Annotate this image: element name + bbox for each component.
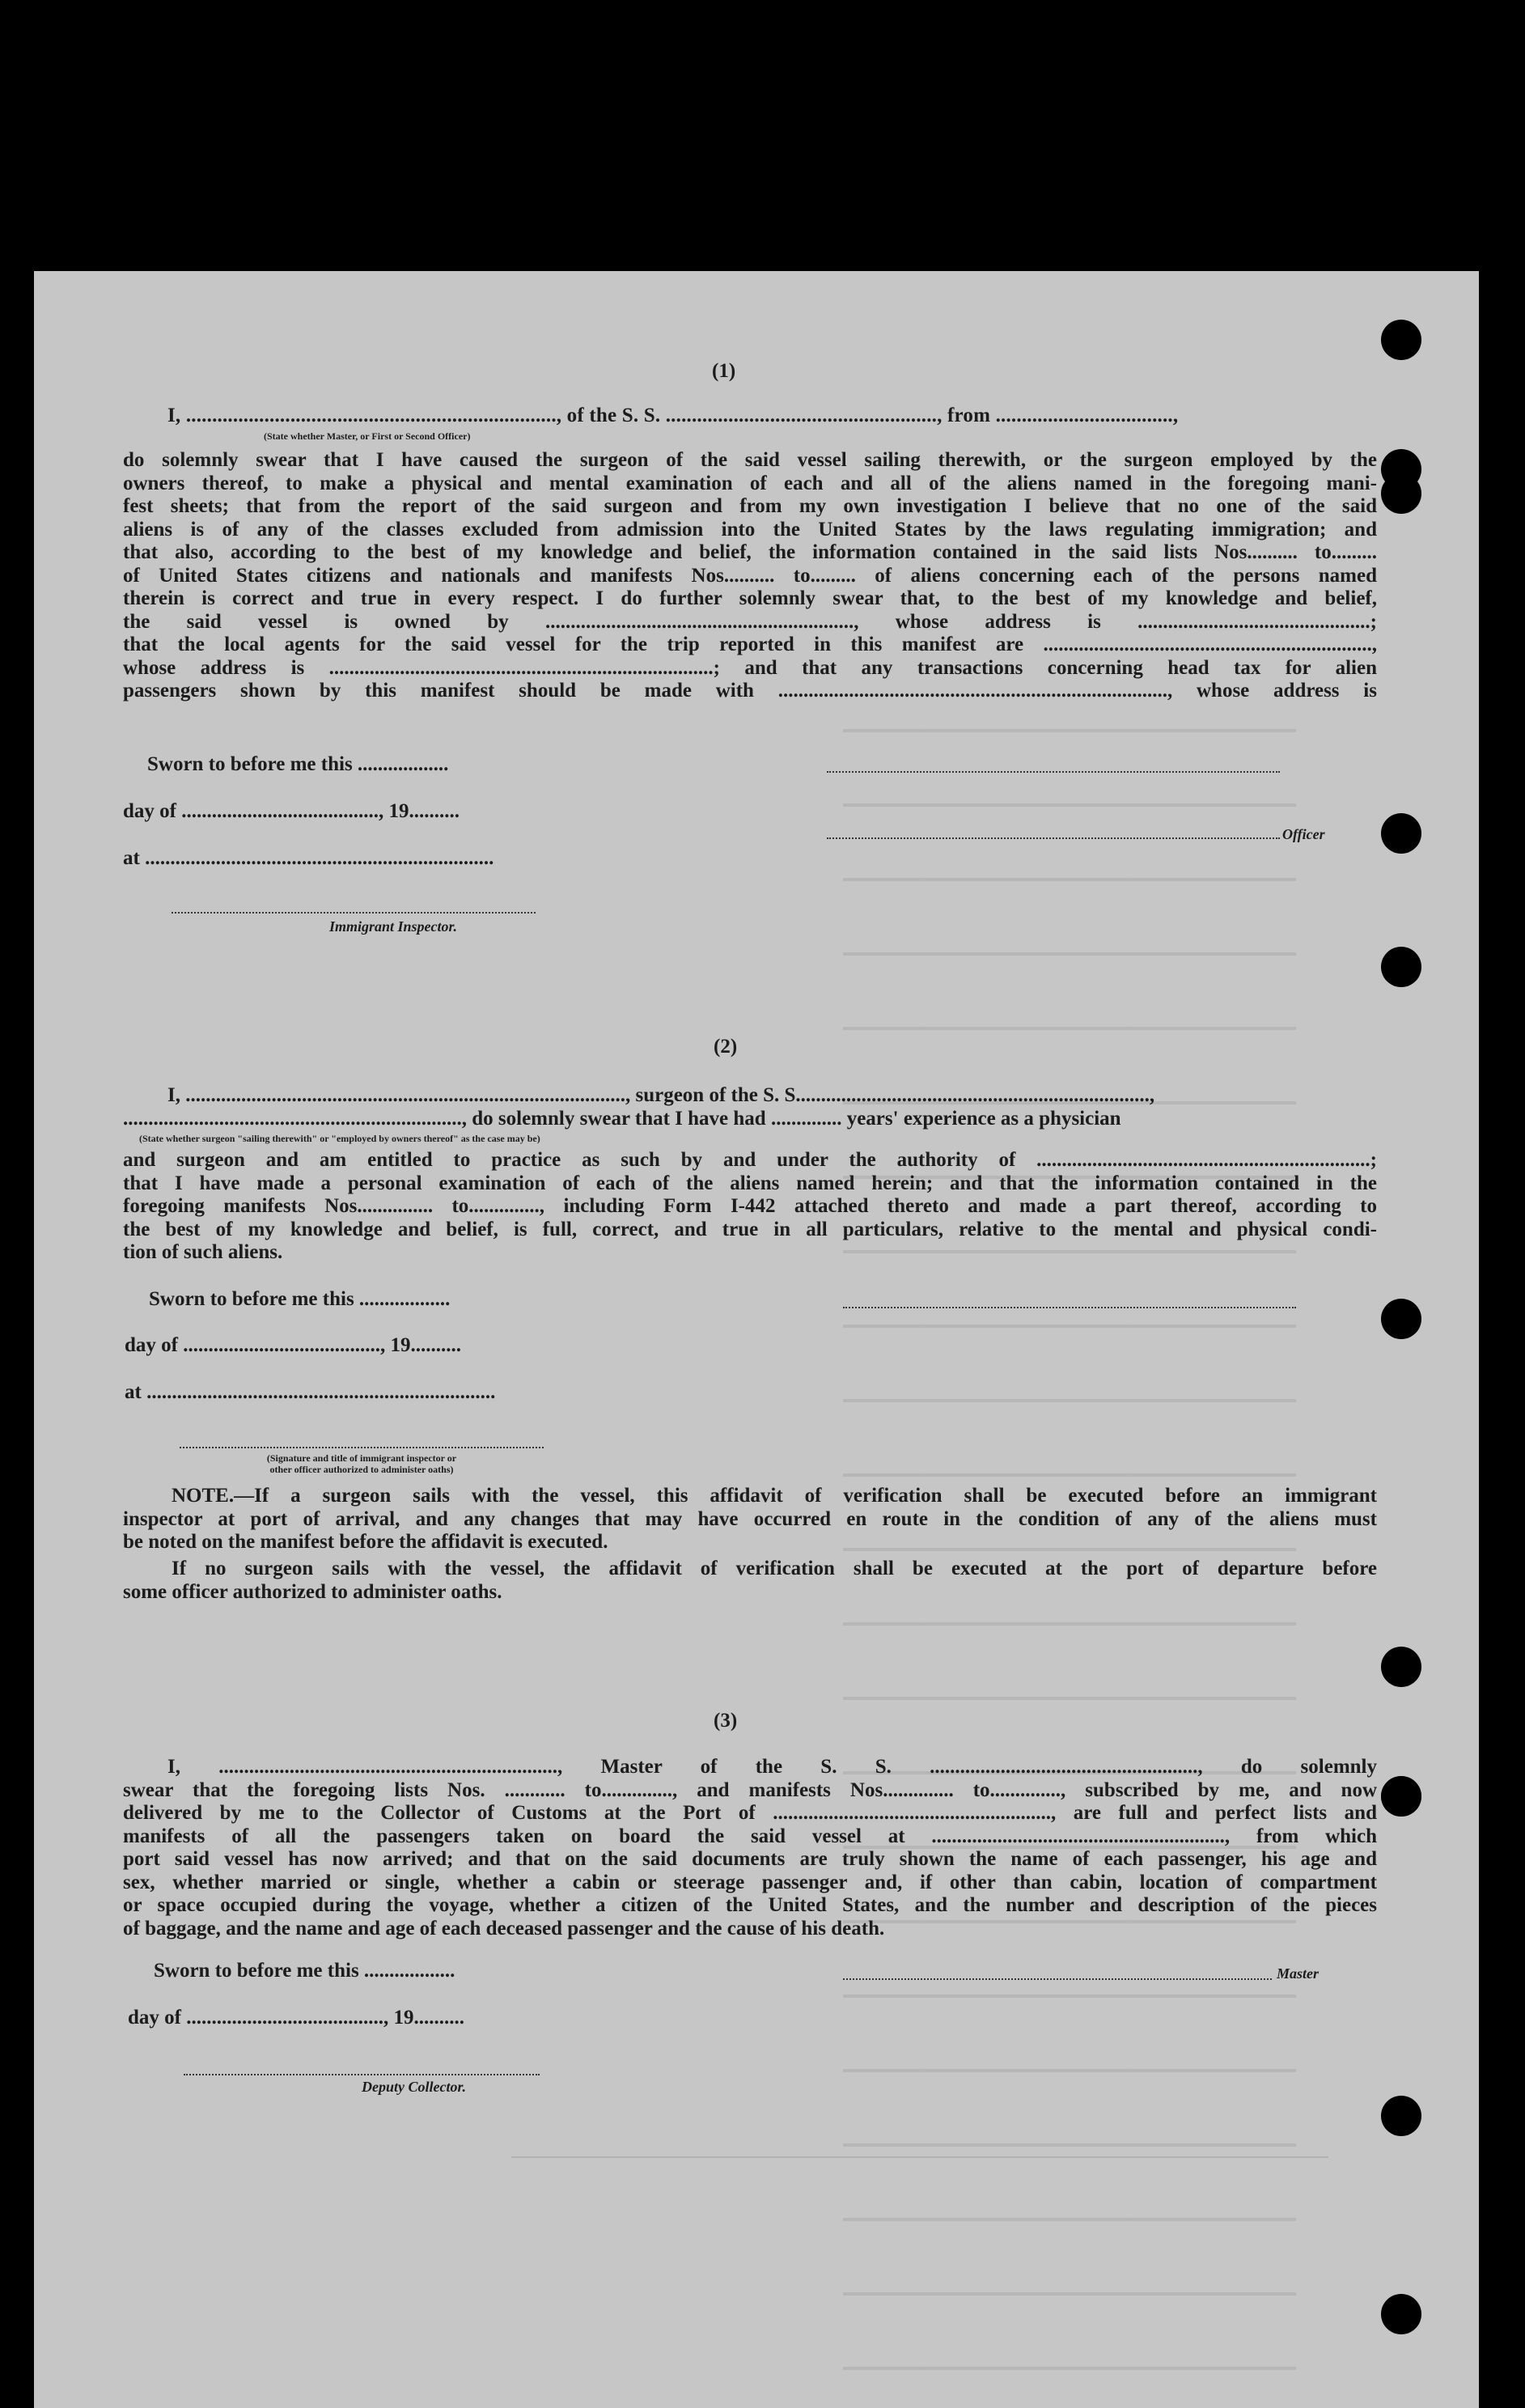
inspector-label: Immigrant Inspector. (329, 918, 458, 935)
inspector-signature-line (180, 1447, 544, 1448)
paragraph-line: foregoing manifests Nos............... to.............., including Form I-442 attached thereto and made a part thereof, according to (123, 1195, 1377, 1217)
punch-hole (1381, 813, 1421, 854)
officer-label: Officer (1282, 826, 1325, 842)
punch-hole (1381, 320, 1421, 360)
paragraph-line: passengers shown by this manifest should be made with ............................................................................., whose address is (123, 680, 1377, 702)
paragraph-line: the said vessel is owned by ............................................................., whose address is ..............................................; (123, 610, 1377, 633)
sworn-line: Sworn to before me this .................. (154, 1960, 455, 1982)
section2-line2: ..................................................................., do solemnly swear that I have had .............. years' experience as a physician (123, 1108, 1121, 1130)
officer-signature-line (827, 837, 1280, 839)
section3-number: (3) (714, 1710, 738, 1732)
at-line: at ..................................................................... (123, 847, 494, 869)
punch-hole (1381, 2294, 1421, 2334)
section2-number: (2) (714, 1036, 738, 1058)
paragraph-line: of United States citizens and nationals and manifests Nos.......... to......... of aliens concerning each of the persons named (123, 564, 1377, 587)
paragraph-line: aliens is of any of the classes excluded from admission into the United States by the laws regulating immigration; and (123, 518, 1377, 541)
paragraph-line: manifests of all the passengers taken on board the said vessel at .........................................................., from which (123, 1825, 1377, 1847)
punch-hole (1381, 2096, 1421, 2136)
paragraph-line: swear that the foregoing lists Nos. ............ to.............., and manifests Nos.............. to.............., subscribed by me, and now (123, 1778, 1377, 1801)
sworn-line: Sworn to before me this .................. (149, 1288, 451, 1310)
paragraph-line: whose address is ............................................................................; and that any transactions concerning head tax for alien (123, 656, 1377, 679)
paragraph-line: I, ..................................................................., Master of the S. S. ....................................................., do solemnly (167, 1756, 1377, 1778)
paragraph-line: that I have made a personal examination of each of the aliens named herein; and that the information contained in the (123, 1172, 1377, 1194)
paragraph-line: that also, according to the best of my knowledge and belief, the information contained in the said lists Nos.......... to......... (123, 541, 1377, 563)
section1-caption: (State whether Master, or First or Second Officer) (264, 430, 471, 442)
master-signature-line (843, 1978, 1272, 1980)
note-line: be noted on the manifest before the affidavit is executed. (123, 1531, 608, 1553)
paragraph-line: delivered by me to the Collector of Customs at the Port of ......................................................., are full and perfect lists and (123, 1802, 1377, 1824)
section2-note (123, 1485, 1377, 1554)
note-line: inspector at port of arrival, and any changes that may have occurred en route in the condition of any of the aliens must (123, 1507, 1377, 1530)
section1-number: (1) (712, 360, 736, 382)
manifest-affidavit-page (34, 271, 1479, 2408)
note-line: some officer authorized to administer oaths. (123, 1580, 502, 1603)
signature-line (827, 771, 1280, 773)
sig-caption: (Signature and title of immigrant inspector or (266, 1452, 457, 1464)
punch-hole (1381, 473, 1421, 514)
master-label: Master (1277, 1965, 1320, 1982)
punch-hole (1381, 1647, 1421, 1687)
punch-hole (1381, 1776, 1421, 1817)
paragraph-line: fest sheets; that from the report of the said surgeon and from my own investigation I believe that no one of the said (123, 495, 1377, 517)
note-line: If no surgeon sails with the vessel, the affidavit of verification shall be executed at the port of departure before (172, 1558, 1377, 1579)
inspector-signature-line (172, 912, 536, 914)
paragraph-line: or space occupied during the voyage, whether a citizen of the United States, and the number and description of the pieces (123, 1894, 1377, 1916)
section2-line-i: I, ......................................................................................., surgeon of the S. S......................................................................, (167, 1084, 1155, 1106)
punch-hole (1381, 1299, 1421, 1339)
section2-note2 (123, 1558, 1377, 1604)
paragraph-line: tion of such aliens. (123, 1241, 283, 1263)
day-line: day of ......................................., 19.......... (123, 800, 460, 822)
sig-caption: other officer authorized to administer oaths) (269, 1464, 454, 1475)
sworn-line: Sworn to before me this .................. (147, 753, 449, 775)
section2-paragraph (123, 1149, 1377, 1265)
section1-line-i: I, ......................................................................., of the S. S. ...................................................., from .................................., (167, 405, 1179, 426)
bleed-through-rule (511, 2156, 1328, 2158)
paragraph-line: sex, whether married or single, whether a cabin or steerage passenger and, if other than cabin, location of compartment (123, 1871, 1377, 1893)
paragraph-line: the best of my knowledge and belief, is full, correct, and true in all particulars, relative to the mental and physical condi- (123, 1218, 1377, 1240)
paragraph-line: and surgeon and am entitled to practice as such by and under the authority of ..................................................................; (123, 1149, 1377, 1171)
note-line: NOTE.—If a surgeon sails with the vessel, this affidavit of verification shall be executed before an immigrant (172, 1485, 1377, 1507)
paragraph-line: of baggage, and the name and age of each deceased passenger and the cause of his death. (123, 1917, 885, 1940)
section1-paragraph (123, 449, 1377, 703)
paragraph-line: that the local agents for the said vessel for the trip reported in this manifest are ................................................................., (123, 634, 1377, 655)
paragraph-line: owners thereof, to make a physical and mental examination of each and all of the aliens named in the foregoing mani- (123, 472, 1377, 494)
deputy-label: Deputy Collector. (362, 2079, 466, 2095)
section3-paragraph (123, 1756, 1377, 1940)
deputy-signature-line (184, 2074, 540, 2075)
paragraph-line: port said vessel has now arrived; and that on the said documents are truly shown the name of each passenger, his age and (123, 1848, 1377, 1870)
punch-hole (1381, 947, 1421, 987)
paragraph-line: do solemnly swear that I have caused the surgeon of the said vessel sailing therewith, or the surgeon employed by the (123, 449, 1377, 471)
section2-caption: (State whether surgeon "sailing therewith" or "employed by owners thereof" as the case may be) (139, 1133, 540, 1144)
day-line: day of ......................................., 19.......... (128, 2007, 464, 2029)
paragraph-line: therein is correct and true in every respect. I do further solemnly swear that, to the best of my knowledge and belief, (123, 587, 1377, 609)
day-line: day of ......................................., 19.......... (125, 1334, 461, 1356)
at-line: at ..................................................................... (125, 1381, 496, 1403)
signature-line (843, 1307, 1296, 1308)
